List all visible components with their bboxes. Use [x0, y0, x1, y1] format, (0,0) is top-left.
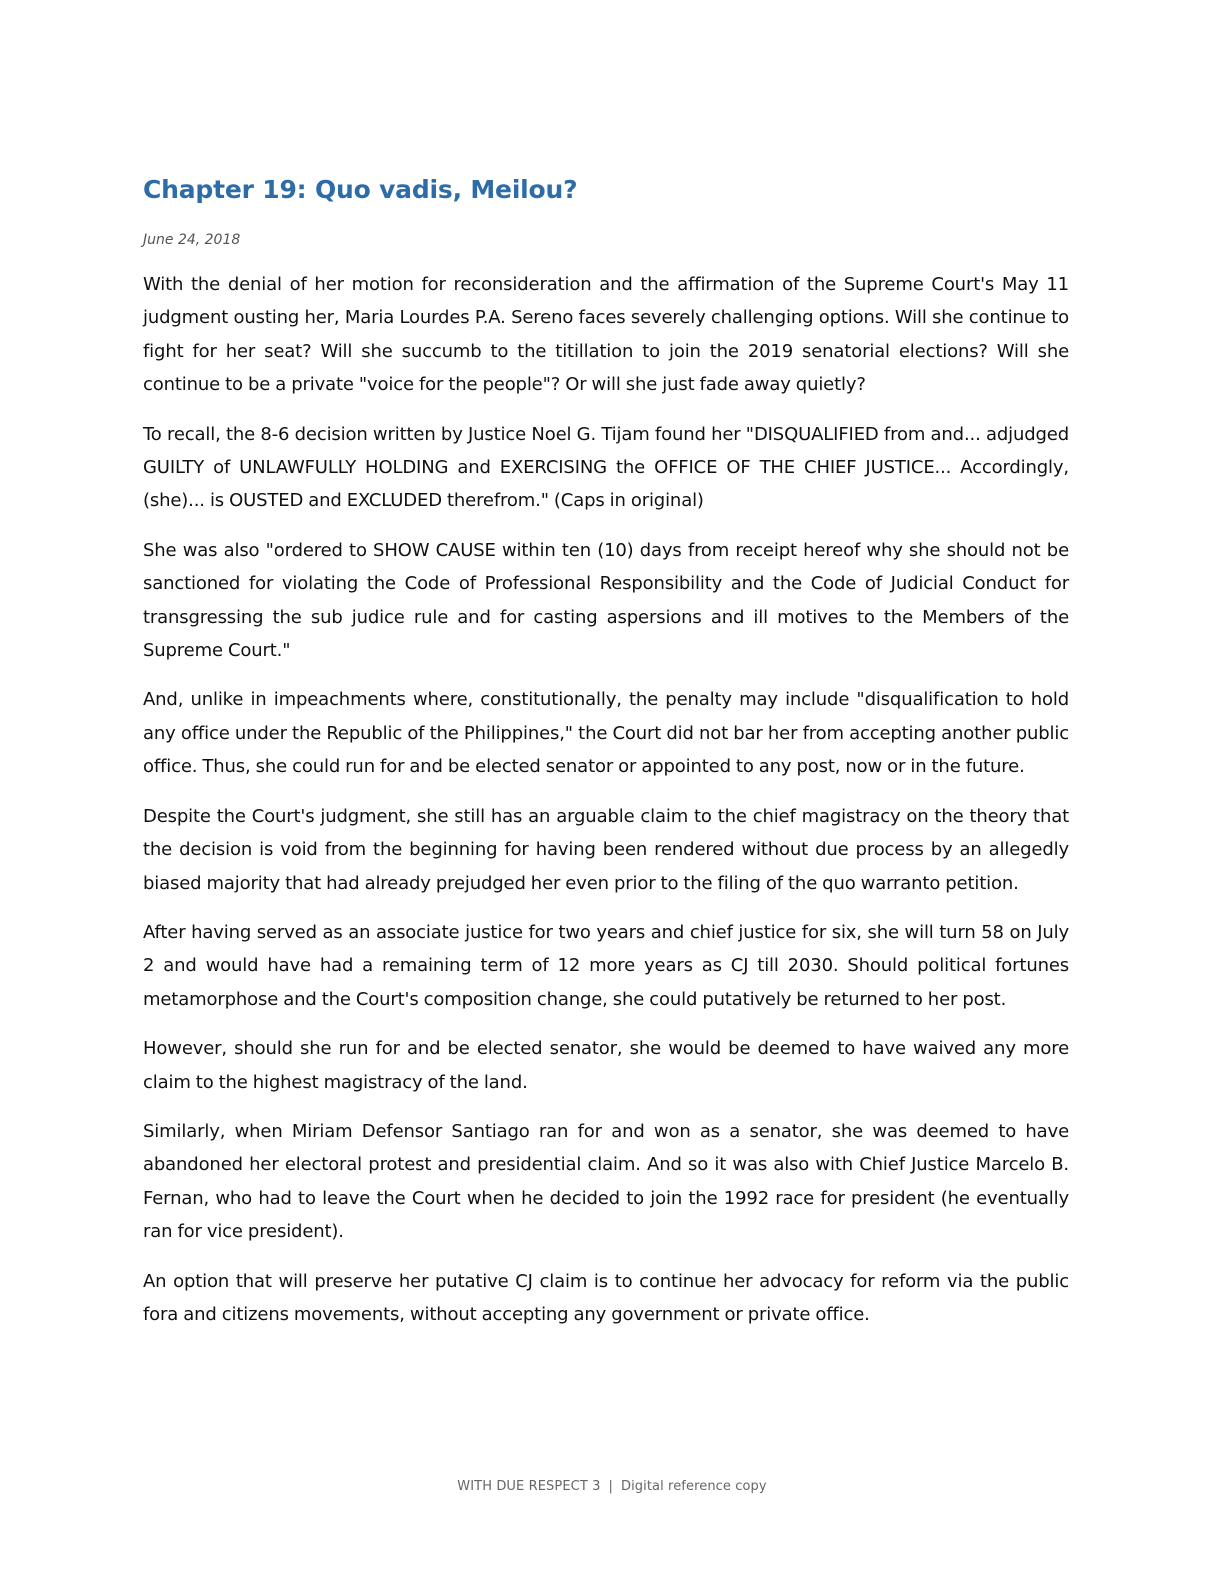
chapter-date: June 24, 2018 [143, 232, 241, 248]
paragraph: She was also "ordered to SHOW CAUSE within ten (10) days from receipt hereof why she should not be sanctioned for violating the Code of Professional Responsibility and the Code of Judicial Conduct for transgressing the sub judice rule and for casting aspersions and ill motives to the Members of the Supreme Court." [143, 539, 1069, 662]
paragraph: However, should she run for and be elected senator, she would be deemed to have waived any more claim to the highest magistracy of the land. [143, 1038, 1069, 1093]
paragraph: With the denial of her motion for reconsideration and the affirmation of the Supreme Court's May 11 judgment ousting her, Maria Lourdes P.A. Sereno faces severely challenging options. Will she continue to fight for her seat? Will she succumb to the titillation to join the 2019 senatorial elections? Will she continue to be a private "voice for the people"? Or will she just fade away quietly? [143, 274, 1069, 396]
footer-separator: | [608, 1479, 613, 1494]
paragraph: After having served as an associate justice for two years and chief justice for six, she will turn 58 on July 2 and would have had a remaining term of 12 more years as CJ till 2030. Should political fortunes metamorphose and the Court's composition change, she could putatively be returned to her post. [143, 921, 1069, 1010]
paragraph: Similarly, when Miriam Defensor Santiago ran for and won as a senator, she was deemed to have abandoned her electoral protest and presidential claim. And so it was also with Chief Justice Marcelo B. Fernan, who had to leave the Court when he decided to join the 1992 race for president (he eventually ran for vice president). [143, 1120, 1069, 1243]
footer-book-title: WITH DUE RESPECT 3 [457, 1479, 601, 1494]
article-body [143, 268, 1069, 1331]
paragraph: An option that will preserve her putative CJ claim is to continue her advocacy for reform via the public fora and citizens movements, without accepting any government or private office. [143, 1270, 1069, 1325]
paragraph: And, unlike in impeachments where, constitutionally, the penalty may include "disqualification to hold any office under the Republic of the Philippines," the Court did not bar her from accepting another public office. Thus, she could run for and be elected senator or appointed to any post, now or in the future. [143, 689, 1069, 778]
chapter-title: Chapter 19: Quo vadis, Meilou? [143, 175, 578, 204]
footer-note: Digital reference copy [620, 1479, 767, 1494]
paragraph: Despite the Court's judgment, she still has an arguable claim to the chief magistracy on the theory that the decision is void from the beginning for having been rendered without due process by an allegedly biased majority that had already prejudged her even prior to the filing of the quo warranto petition. [143, 805, 1069, 894]
page-footer [0, 1479, 1224, 1494]
paragraph: To recall, the 8-6 decision written by Justice Noel G. Tijam found her "DISQUALIFIED from and... adjudged GUILTY of UNLAWFULLY HOLDING and EXERCISING the OFFICE OF THE CHIEF JUSTICE... Accordingly, (she)... is OUSTED and EXCLUDED therefrom." (Caps in original) [143, 423, 1069, 512]
document-page [143, 170, 1069, 1347]
